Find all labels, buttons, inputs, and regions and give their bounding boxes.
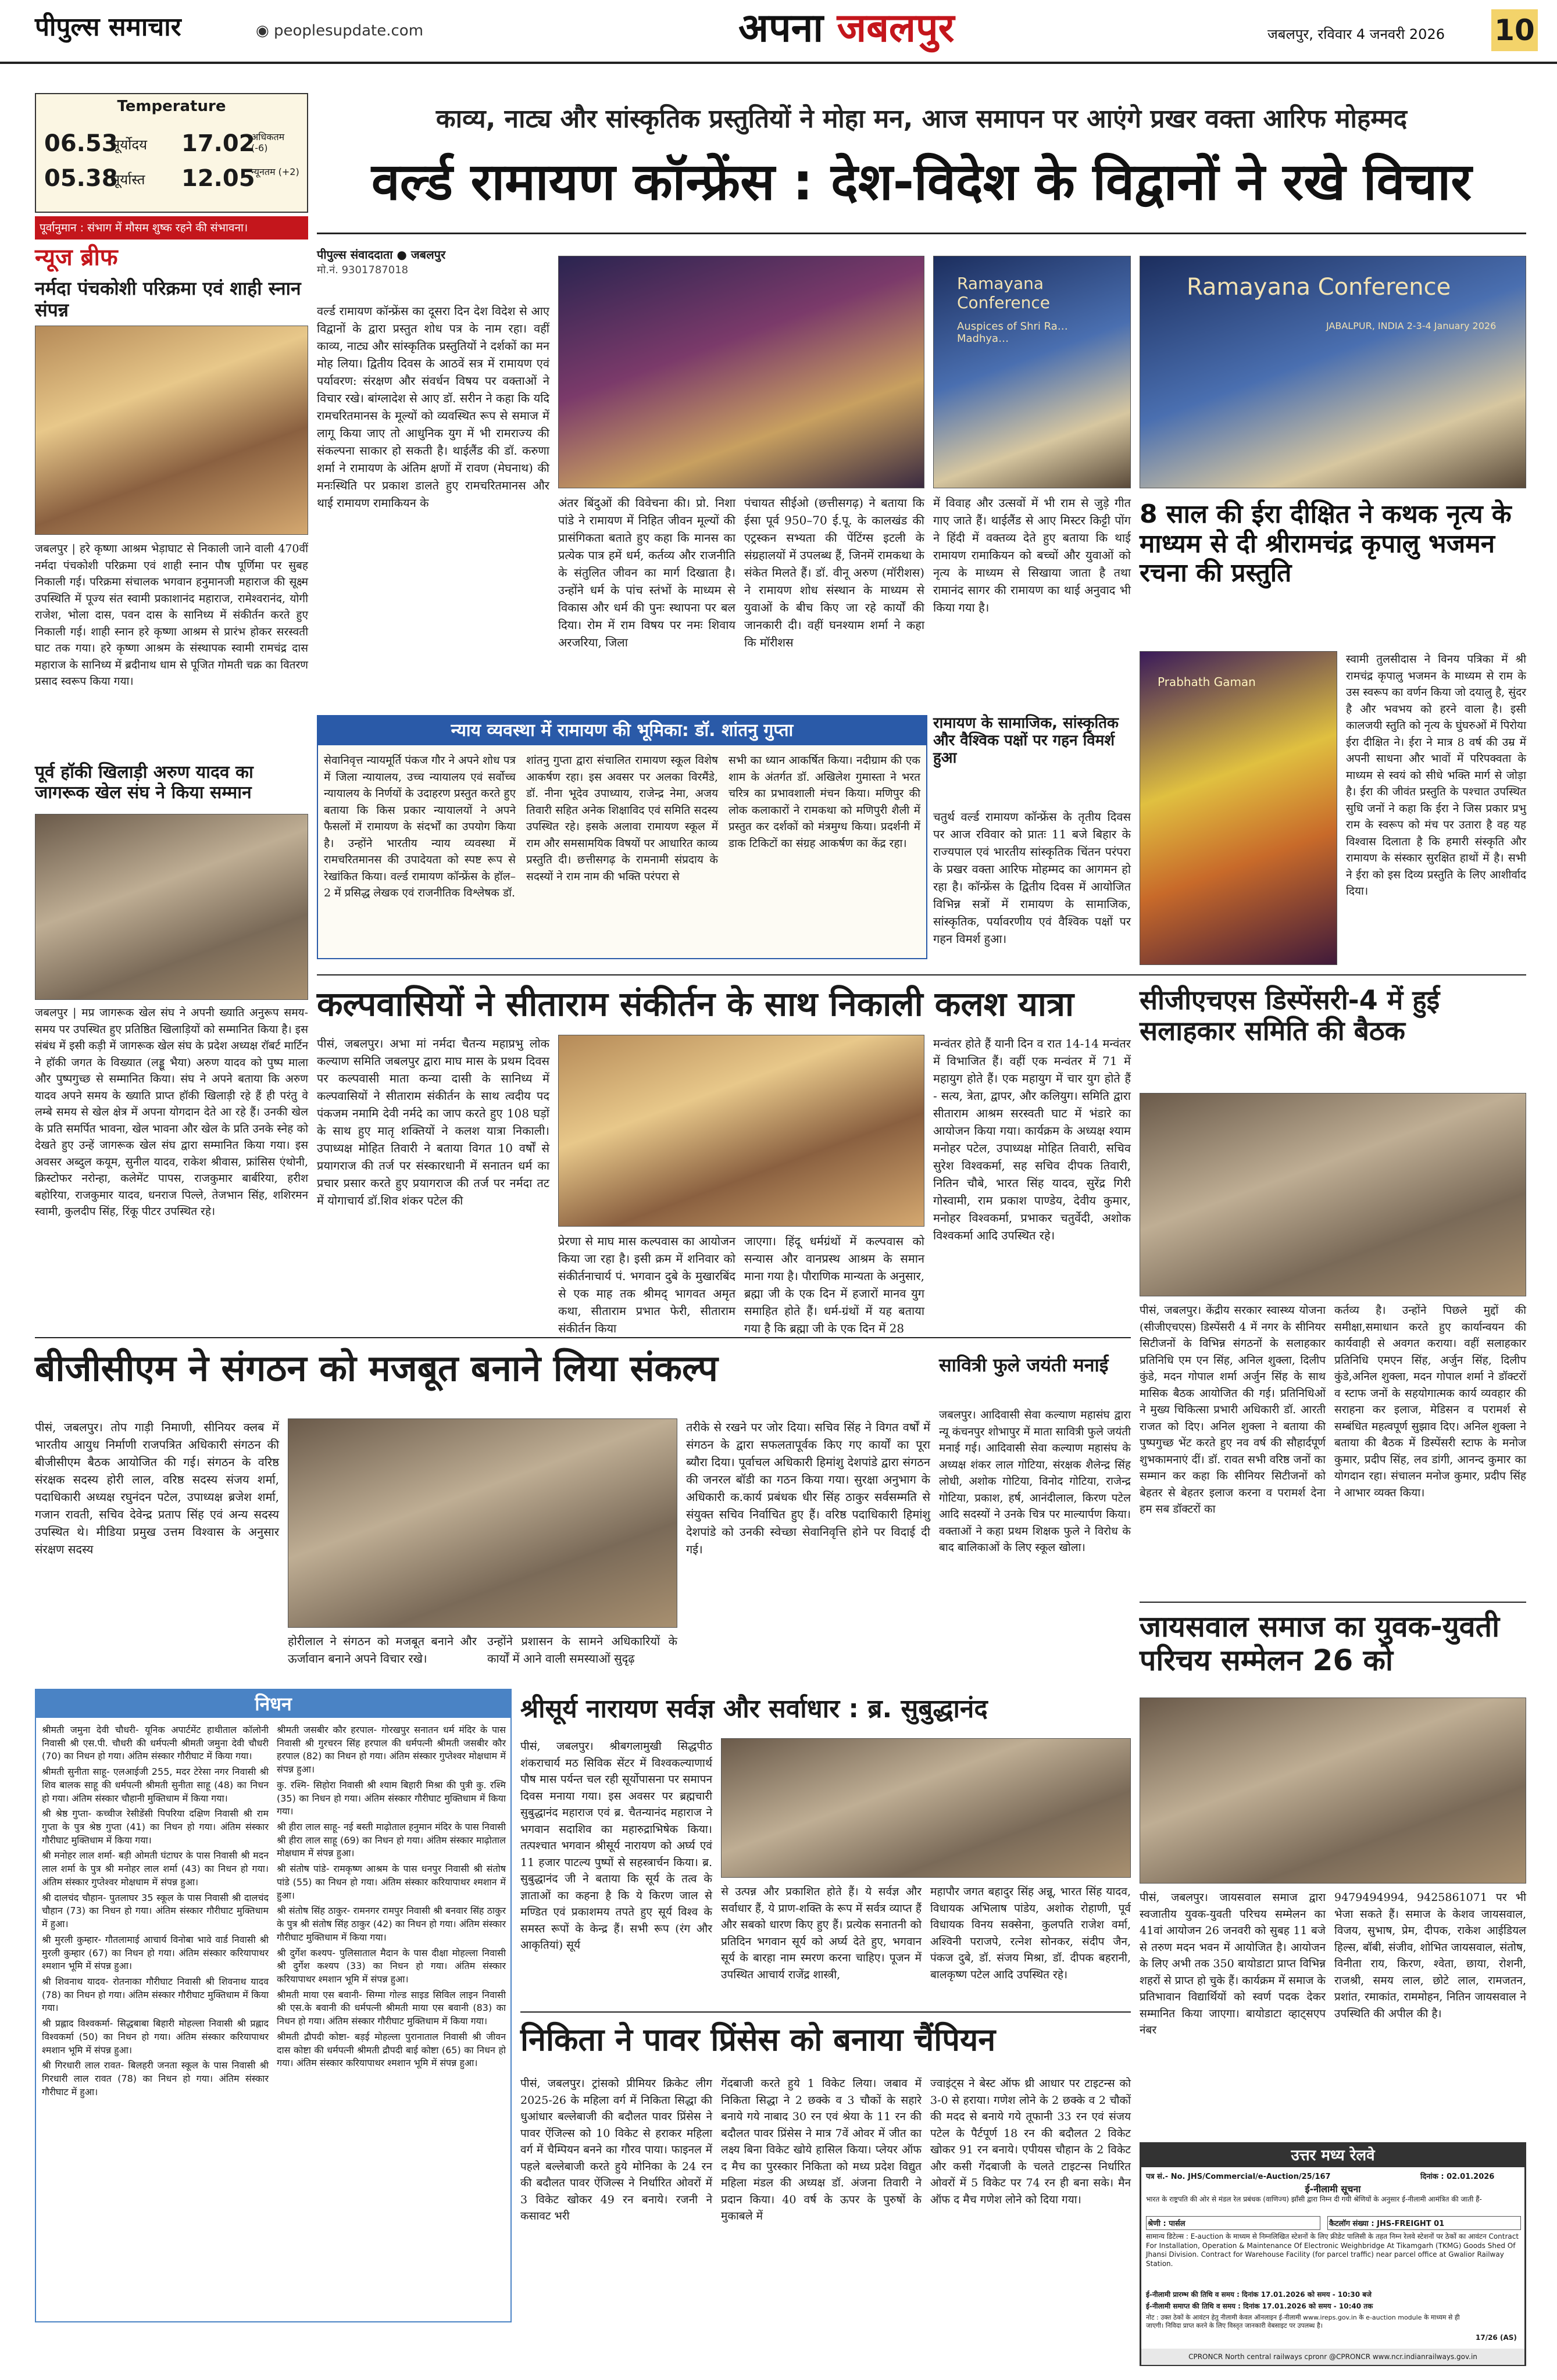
bgcm-col1: पीसं, जबलपुर। तोप गाड़ी निमाणी, सीनियर क्लब में भारतीय आयुध निर्माणी राजपत्रित अधिकारी संगठन की बीजीसीएम बैठक आयोजित की गई। संगठन के वरिष्ठ संरक्षक सदस्य होरी लाल, वरिष्ठ सदस्य संजय शर्मा, पदाधिकारी अध्यक्ष रघुनंदन पटेल, उपाध्यक्ष ब्रजेश शर्मा, गजान रावती, सचिव देवेन्द्र प्रताप सिंह एवं अन्य सदस्य उपस्थित थे। मीडिया प्रमुख उत्तम विश्वास के अनुसार संरक्षण सदस्य — [35, 1420, 279, 1556]
savitri-text: जबलपुर। आदिवासी सेवा कल्याण महासंघ द्वारा न्यू कंचनपुर शोभापुर में माता सावित्री फुले जयंती मनाई गई। आदिवासी सेवा कल्याण महासंघ के अध्यक्ष शंकर लाल गोटिया, संरक्षक शैलेन्द्र सिंह लोधी, अशोक गोटिया, विनोद गोटिया, राजेन्द्र गोटिया, प्रकाश, हर्ष, आनंदीलाल, किरण पटेल आदि सदस्यों ने उनके चित्र पर माल्यार्पण किया। वक्ताओं ने कहा प्रथम शिक्षक फुले ने विरोध के बाद बालिकाओं के लिए स्कूल खोला। — [939, 1409, 1131, 1554]
lead-col2: अंतर बिंदुओं की विवेचना की। प्रो. निशा पांडे ने रामायण में निहित जीवन मूल्यों की प्रासंगिकता बताते हुए कहा कि मानस का प्रत्येक पात्र हमें धर्म, कर्तव्य और राजनीति के संतुलित जीवन का मार्ग दिखाता है। उन्होंने धर्म के पांच स्तंभों के माध्यम से विकास और धर्म की पुनः स्थापना पर बल दिया। रोम में राम विषय पर नमः शिवाय अरजरिया, जिला — [558, 496, 735, 649]
nidhan-col2 — [277, 1724, 506, 2317]
lead-byline: पीपुल्स संवाददाता ● जबलपुर — [317, 248, 446, 262]
ira-headline: 8 साल की ईरा दीक्षित ने कथक नृत्य के माध्यम से दी श्रीरामचंद्र कृपालु भजमन रचना की प्रस्तुति — [1140, 499, 1512, 588]
bgcm-col4: तरीके से रखने पर जोर दिया। सचिव सिंह ने विगत वर्षों में संगठन के द्वारा सफलतापूर्वक किए गए कार्यों का पूरा ब्यौरा दिया। पूर्वाचल अधिकारी हिमांशु देशपांडे द्वारा संगठन की जनरल बॉडी का गठन किया गया। सुरक्षा अनुभाग के अधिकारी क.कार्य प्रबंधक धीर सिंह ठाकुर सर्वसम्मति से संयुक्त सचिव निर्वाचित हुए हैं। वरिष्ठ पदाधिकारी हिमांशु देशपांडे को उनकी स्वेच्छा सेवानिवृत्ति होने पर विदाई दी गई। — [686, 1420, 930, 1556]
justice-headline: न्याय व्यवस्था में रामायण की भूमिका: डॉ. शांतनु गुप्ता — [318, 716, 926, 745]
section-rule-3 — [1140, 1602, 1526, 1603]
sunset-label: सूर्यास्त — [110, 171, 145, 188]
conference-stage-photo-1 — [558, 256, 924, 488]
jaiswal-col2: 9479494994, 9425861071 पर भी भेजा सकते हैं। समाज के केशव जायसवाल, विजय, सुभाष, प्रेम, दीपक, राकेश आईडियल हिल्स, बॉबी, संजीव, शोभित जायसवाल, संतोष, विनीता राय, किरण, श्वेता, छाया, रोशनी, राजश्री, समय लाल, छोटे लाल, रामजतन, प्रशांत, रमाकांत, राममोहन, नितिन जायसवाल ने उपस्थिति की अपील की है। — [1334, 1891, 1526, 2020]
railway-ref: पत्र सं.- No. JHS/Commercial/e-Auction/25/167 — [1146, 2172, 1331, 2181]
cghs-col2: कर्तव्य है। उन्होंने पिछले मुद्दों की समीक्षा,समाधान करते हुए कार्यान्वयन की कार्यवाही से अवगत कराया। वहीं सलाहकार प्रतिनिधि एमएन सिंह, अर्जुन सिंह, दिलीप कुंडे,अनिल शुक्ला, मदन गोपाल शर्मा ने डॉक्टरों व स्टाफ जनों के सहयोगात्मक कार्य व्यवहार की सराहना कर इलाज, मेडिसन व परामर्श से सम्बंधित महत्वपूर्ण सुझाव दिए। अनिल शुक्ला ने बताया की बैठक में डिस्पेंसरी स्टाफ के मनोज कुमार, प्रदीप सिंह, लव डांगी, आनन्द कुमार का योगदान रहा। संचालन मनोज कुमार, प्रदीप सिंह ने आभार व्यक्त किया। — [1334, 1304, 1526, 1499]
kalash-col3: जाएगा। हिंदू धर्मग्रंथों में कल्पवास को सन्यास और वानप्रस्थ आश्रम के समान माना गया है। पौराणिक मान्यता के अनुसार, ब्रह्मा जी के एक दिन में हजारों मानव युग समाहित होते हैं। धर्म-ग्रंथों में यह बताया गया है कि ब्रह्मा जी के एक दिन में 28 — [744, 1234, 924, 1335]
nidhan-col1 — [42, 1724, 269, 2317]
railway-subtitle: ई-नीलामी सूचना — [1305, 2184, 1361, 2195]
nikita-headline: निकिता ने पावर प्रिंसेस को बनाया चैंपियन — [520, 2021, 996, 2058]
subuddha-headline: श्रीसूर्य नारायण सर्वज्ञ और सर्वाधार : ब्र. सुबुद्धानंद — [520, 1694, 988, 1724]
obituary-item: श्रीमती जसबीर कौर हरपाल- गोरखपुर सनातन धर्म मंदिर के पास निवासी श्री गुरचरन सिंह हरपाल की धर्मपत्नी श्रीमती जसबीर कौर हरपाल (82) का निधन हो गया। अंतिम संस्कार गुप्तेश्वर मोक्षधाम में संपन्न हुआ। — [277, 1724, 506, 1775]
lead-headline: वर्ल्ड रामायण कॉन्फ्रेंस : देश-विदेश के विद्वानों ने रखे विचार — [371, 152, 1472, 212]
weather-label: Temperature — [117, 98, 226, 115]
obituary-item: कु. रश्मि- सिहोरा निवासी श्री श्याम बिहारी मिश्रा की पुत्री कु. रश्मि (35) का निधन हो गया। अंतिम संस्कार गौरीघाट मुक्तिधाम में किया गया। — [277, 1779, 506, 1817]
kalash-col2: प्रेरणा से माघ मास कल्पवास का आयोजन किया जा रहा है। इसी क्रम में शनिवार को संकीर्तनाचार्य पं. भगवान दुबे के मुखारबिंद से एक माह तक श्रीमद् भागवत अमृत कथा, सीताराम प्रभात फेरी, सीताराम संकीर्तन किया — [558, 1234, 735, 1335]
kalash-col1: पीसं, जबलपुर। अभा मां नर्मदा चैतन्य महाप्रभु लोक कल्याण समिति जबलपुर द्वारा माघ मास के प्रथम दिवस पर कल्पवासी माता कन्या दासी के सानिध्य में कल्पवासियों ने सीताराम संकीर्तन के साथ त्वदीय पद पंकजम नमामि देवी नर्मदे का जाप करते हुए 108 घड़ों के साथ हुए मातृ शक्तियों ने कलश यात्रा निकाली। उपाध्यक्ष मोहित तिवारी ने बताया विगत 10 वर्षों से प्रयागराज की तर्ज पर संस्कारधानी में सनातन धर्म का प्रचार प्रसार करते हुए प्रयागराज की तर्ज पर नर्मदा तट में योगाचार्य डॉ.शिव शंकर पटेल की — [317, 1037, 549, 1207]
sunset-time: 05.38 — [44, 165, 118, 192]
lead-col4: में विवाह और उत्सवों में भी राम से जुड़े गीत गाए जाते हैं। थाईलैंड से आए मिस्टर किट्टी पोंग ने हिंदी में वक्तव्य देते हुए बताया कि थाई रामायण रामाकियन को बच्चों और युवाओं को नृत्य के माध्यम से सिखाया जाता है तथा रामानंद सागर की रामायण का थाई अनुवाद भी किया गया है। — [933, 496, 1131, 614]
railway-footer[interactable]: CPRONCR North central railways cpronr @CPRONCR www.ncr.indianrailways.gov.in — [1141, 2349, 1524, 2365]
obituary-item: श्री दुर्गेश कश्यप- पुलिसाताल मैदान के पास दीक्षा मोहल्ला निवासी श्री दुर्गेश कश्यप (33) का निधन हो गया। अंतिम संस्कार करियापाथर श्मशान भूमि में संपन्न हुआ। — [277, 1947, 506, 1985]
savitri-headline: सावित्री फुले जयंती मनाई — [939, 1354, 1109, 1376]
nikita-col2: गेंदबाजी करते हुये 1 विकेट लिया। जबाव में निकिता सिद्धा ने 2 छक्के व 3 चौकों के सहारे बनाये गये नाबाद 30 रन एवं श्रेया के 11 रन की बदौलत पावर प्रिंसेस ने मात्र 7वें ओवर में जीत का लक्ष्य बिना विकेट खोये हासिल किया। प्लेयर ऑफ द मैच का पुरस्कार निकिता को मध्य प्रदेश विद्युत महिला मंडल की अध्यक्ष डॉ. अंजना तिवारी ने प्रदान किया। 40 वर्ष के ऊपर के पुरुषों के मुकाबले में — [721, 2077, 922, 2222]
max-temp: 17.02 — [181, 130, 255, 157]
story2-text: जबलपुर | मप्र जागरूक खेल संघ ने अपनी ख्याति अनुरूप समय-समय पर उपस्थित हुए प्रतिष्ठित खिलाड़ियों को सम्मानित किया है। इस संबंध में इसी कड़ी में जागरूक खेल संघ के प्रदेश अध्यक्ष रॉबर्ट मार्टिन ने हॉकी जगत के विख्यात (लड्डू भैया) अरुण यादव को पुष्प माला और पुष्पगुच्छ से सम्मानित किया। संघ ने अपने बताया कि अरुण यादव अपने समय के ख्याति प्राप्त हॉकी खिलाड़ी रहे हैं ही परंतु वे लम्बे समय से खेल क्षेत्र में अपना योगदान देते आ रहे हैं। उनकी खेल के प्रति समर्पित भावना, खेल भावना और खेल के प्रति उनके स्नेह को देखते हुए उन्हें जागरूक खेल संघ द्वारा सम्मानित किया गया। इस अवसर अब्दुल कयूम, सुनील यादव, राकेश श्रीवास, फ्रांसिस एंथोनी, क्रिस्टोफर नरोन्हा, कलेमेंट पापस, राजकुमार बार्बरिया, हरीश बहोरिया, राजकुमार यादव, धनराज पिल्ले, तेजभान सिंह, शशिरमन स्वामी, कुलदीप सिंह, रिंकू पीटर उपस्थित रहे। — [35, 1006, 308, 1218]
obituary-item: श्री प्रह्लाद विश्वकर्मा- सिद्धबाबा बिहारी मोहल्ला निवासी श्री प्रह्लाद विश्वकर्मा (50) का निधन हो गया। अंतिम संस्कार करियापाथर श्मशान भूमि में संपन्न हुआ। — [42, 2018, 269, 2056]
ira-photo-banner: Prabhath Gaman — [1158, 675, 1256, 689]
discussion-text: चतुर्थ वर्ल्ड रामायण कॉन्फ्रेंस के तृतीय दिवस पर आज रविवार को प्रातः 11 बजे बिहार के राज्यपाल एवं भारतीय सांस्कृतिक चिंतन परंपरा के प्रखर वक्ता आरिफ मोहम्मद का आगमन हो रहा है। कॉन्फ्रेंस के द्वितीय दिवस में आयोजित विभिन्न सत्रों में रामायण के सामाजिक, सांस्कृतिक, पर्यावरणीय एवं वैश्विक पक्षों पर गहन विमर्श हुआ। — [933, 810, 1131, 946]
obituary-item: श्रीमती माया एस बवानी- सिग्मा गोल्ड साइड सिविल लाइन निवासी श्री एस.के बवानी की धर्मपत्नी श्रीमती माया एस बवानी (83) का निधन हो गया। अंतिम संस्कार गौरीघाट मुक्तिधाम में किया गया। — [277, 1989, 506, 2027]
jaiswal-headline: जायसवाल समाज का युवक-युवती परिचय सम्मेलन 26 को — [1140, 1610, 1500, 1677]
railway-start: ई-नीलामी प्रारम्भ की तिथि व समय : दिनांक 17.01.2026 को समय - 10:30 बजे — [1146, 2290, 1372, 2299]
lead-rule — [317, 233, 1526, 234]
kalash-headline: कल्पवासियों ने सीताराम संकीर्तन के साथ निकाली कलश यात्रा — [317, 984, 1074, 1024]
obituary-item: श्री गिरधारी लाल रावत- बिलहरी जनता स्कूल के पास निवासी श्री गिरधारी लाल रावत (78) का निधन हो गया। अंतिम संस्कार गौरीघाट में हुआ। — [42, 2060, 269, 2097]
cghs-meeting-photo — [1140, 1093, 1526, 1296]
cghs-col1: पीसं, जबलपुर। केंद्रीय सरकार स्वास्थ्य योजना (सीजीएचएस) डिस्पेंसरी 4 में नगर के सीनियर सिटीजनों के विभिन्न संगठनों के सलाहकार प्रतिनिधि एम एन सिंह, अनिल शुक्ला, दिलीप कुंडे, मदन गोपाल शर्मा अर्जुन सिंह के साथ मासिक बैठक आयोजित की गई। प्रतिनिधिओं ने मुख्य चिकित्सा प्रभारी अधिकारी डॉ. आरती राजत को दिए। अनिल शुक्ला ने बताया की पुष्पगुच्छ भेंट करते हुए नव वर्ष की सौहार्दपूर्ण शुभकामनाएं दीं। डॉ. रावत सभी वरिष्ठ जनों का सम्मान कर कहा कि सीनियर सिटीजनों को बेहतर से बेहतर इलाज करना व परामर्श देना हम सब डॉक्टरों का — [1140, 1304, 1326, 1516]
weather-box — [35, 93, 308, 213]
jaiswal-col1: पीसं, जबलपुर। जायसवाल समाज द्वारा स्वजातीय युवक-युवती परिचय सम्मेलन का 41वां आयोजन 26 जनवरी को सुबह 11 बजे से तरुण मदन भवन में आयोजित है। आयोजन के लिए अभी तक 350 बायोडाटा प्राप्त विभिन्न शहरों से प्राप्त हो चुके हैं। कार्यक्रम में समाज के प्रतिभावान विद्यार्थियों को स्वर्ण पदक देकर सम्मानित किया जाएगा। बायोडाटा व्हाट्सएप नंबर — [1140, 1891, 1326, 2036]
subuddha-col3: महापौर जगत बहादुर सिंह अन्नू, भारत सिंह यादव, विधायक अभिलाष पांडेय, अशोक रोहाणी, पूर्व विधायक विनय सक्सेना, कुलपति राजेश वर्मा, अश्विनी पराजपे, रत्नेश सोनकर, संदीप जैन, पंकज दुबे, डॉ. संजय मिश्रा, डॉ. दीपक बहरानी, बालकृष्ण पटेल आदि उपस्थित रहे। — [930, 1885, 1131, 1981]
obituary-item: श्री मनोहर लाल शर्मा- बड़ी ओमती घंटाघर के पास निवासी श्री मदन लाल शर्मा के पुत्र श्री मनोहर लाल शर्मा (43) का निधन हो गया। अंतिम संस्कार गुप्तेश्वर मोक्षधाम में संपन्न हुआ। — [42, 1850, 269, 1888]
top-banner: काव्य, नाट्य और सांस्कृतिक प्रस्तुतियों ने मोहा मन, आज समापन पर आएंगे प्रखर वक्ता आरिफ मोहम्मद — [435, 104, 1408, 134]
obituary-item: श्री हीरा लाल साहू- नई बस्ती माढ़ोताल हनुमान मंदिर के पास निवासी श्री हीरा लाल साहू (69) का निधन हो गया। अंतिम संस्कार माढ़ोताल मोक्षधाम में संपन्न हुआ। — [277, 1821, 506, 1859]
story1-text: जबलपुर | हरे कृष्णा आश्रम भेड़ाघाट से निकाली जाने वाली 470वीं नर्मदा पंचकोशी परिक्रमा एवं शाही स्नान पौष पूर्णिमा पर सुबह निकाली गई। परिक्रमा संचालक भगवान हनुमानजी महाराज की सूक्ष्म उपस्थिति में पूज्य संत स्वामी प्रकाशानंद महाराज, रामेश्वरानंद, योगी राजेश, भोला दास, पवन दास के सानिध्य में संकीर्तन करते हुए निकाली गई। शाही स्नान हरे कृष्णा आश्रम से प्रारंभ होकर सरस्वती घाट तक गया। हरे कृष्णा आश्रम के संस्थापक स्वामी रामचंद्र दास महाराज के सानिध्य में ब्रदीनाथ धाम से पूजित गोमती चक्र का वितरण प्रसाद स्वरूप किया गया। — [35, 542, 308, 688]
subuddha-col2: से उत्पन्न और प्रकाशित होते हैं। ये सर्वज्ञ और सर्वाधार हैं, ये प्राण-शक्ति के रूप में सर्वत्र व्याप्त हैं और सबको धारण किए हुए हैं। प्रत्येक सनातनी को प्रतिदिन भगवान सूर्य को अर्घ्य देते हुए, भगवान सूर्य के बारहा नाम स्मरण करना चाहिए। पूजन में उपस्थित आचार्य राजेंद्र शास्त्री, — [721, 1885, 922, 1981]
hockey-felicitation-photo — [35, 814, 308, 1000]
railway-date: दिनांक : 02.01.2026 — [1420, 2172, 1495, 2181]
nikita-col1: पीसं, जबलपुर। ट्रांसको प्रीमियर क्रिकेट लीग 2025-26 के महिला वर्ग में निकिता सिद्धा की धुआंधार बल्लेबाजी की बदौलत पावर प्रिंसेस ने पावर ऐंजिल्स को 10 विकेट से हराकर महिला वर्ग में चैम्पियन बनने का गौरव पाया। फाइनल में पहले बल्लेबाजी करते हुये मोनिका के 24 रन की बदौलत पावर ऐंजिल्स ने निर्धारित ओवरों में 3 विकेट खोकर 49 रन बनाये। रजनी ने कसावट भरी — [520, 2077, 712, 2222]
globe-icon: ◉ — [256, 22, 274, 40]
railway-body: सामान्य डिटेल्स : E-auction के माध्यम से निम्नलिखित स्टेशनों के लिए फ्रीडेट पालिसी के तहत निम्न रेलवे स्टेशनों पर ठेकों का आवंटन Contract For Installation, Operation & Maintenance Of Electronic Weighbridge At Tikamgarh (TKMG) Goods Shed Of Jhansi Division. Contract for Warehouse Facility (for parcel traffic) near parcel office at Gwalior Railway Station. — [1146, 2232, 1519, 2268]
parikrama-photo — [35, 326, 308, 535]
paper-name: पीपुल्स समाचार — [35, 12, 181, 42]
railway-notice — [1140, 2142, 1526, 2366]
railway-intro: भारत के राष्ट्रपति की ओर से मंडल रेल प्रबंधक (वाणिज्य) झाँसी द्वारा निम्न दी गयी श्रेणियों के अनुसार ई-नीलामी आमंत्रित की जाती हैं- — [1146, 2195, 1482, 2203]
obituary-item: श्री शिवनाथ यादव- रोतनाका गौरीघाट निवासी श्री शिवनाथ यादव (78) का निधन हो गया। अंतिम संस्कार गौरीघाट मुक्तिधाम में किया गया। — [42, 1975, 269, 2014]
stage-banner-sub-2: JABALPUR, INDIA 2-3-4 January 2026 — [1326, 320, 1497, 331]
section-rule-2 — [35, 1337, 1131, 1338]
max-temp-label: अधिकतम (-6) — [251, 131, 285, 154]
obituary-item: श्रीमती जमुना देवी चौधरी- यूनिक अपार्टमेंट हाथीताल कॉलोनी निवासी श्री एस.पी. चौधरी की धर्मपत्नी श्रीमती जमुना देवी चौधरी (70) का निधन हो गया। अंतिम संस्कार गौरीघाट में किया गया। — [42, 1724, 269, 1762]
justice-box — [317, 715, 927, 959]
railway-title: उत्तर मध्य रेलवे — [1141, 2144, 1524, 2167]
conference-stage-photo-2 — [1140, 256, 1526, 488]
bgcm-headline: बीजीसीएम ने संगठन को मजबूत बनाने लिया संकल्प — [35, 1347, 718, 1389]
obituary-item: श्री श्रेष्ठ गुप्ता- कच्चीज रेसीडेंसी पिपरिया दक्षिण निवासी श्री राम गुप्ता के पुत्र श्रेष्ठ गुप्ता (41) का निधन हो गया। अंतिम संस्कार गौरीघाट मुक्तिधाम में किया गया। — [42, 1808, 269, 1846]
justice-col3: सभी का ध्यान आकर्षित किया। नदीग्राम की एक शाम के अंतर्गत डॉ. अखिलेश गुमास्ता ने भरत चरित्र का प्रभावशाली मंचन किया। मणिपुर की लोक कलाकारों ने रामकथा को मणिपुरी शैली में प्रस्तुत कर दर्शकों को मंत्रमुग्ध किया। प्रदर्शनी में डाक टिकिटों का संग्रह आकर्षण का केंद्र रहा। — [728, 754, 920, 850]
weather-forecast: पूर्वानुमान : संभाग में मौसम शुष्क रहने की संभावना। — [35, 216, 308, 240]
railway-end: ई-नीलामी समाप्त की तिथि व समय : दिनांक 17.01.2026 को समय - 10:40 तक — [1146, 2302, 1373, 2310]
date-line: जबलपुर, रविवार 4 जनवरी 2026 — [1267, 26, 1445, 42]
nikita-col3: ज्वाइंट्स ने बेस्ट ऑफ थ्री आधार पर टाइटन्स को 3-0 से हराया। गणेश लोने के 2 छक्के व 2 चौकों की मदद से बनाये गये तूफानी 33 रन एवं संजय पटेल के पैर्टपूर्ण 18 रन की बदौलत 2 विकेट खोकर 91 रन बनाये। एपीयस चौहान के 2 विकेट और कसी गेंदबाजी के चलते टाइटन्स निर्धारित ओवरों में 5 विकेट पर 74 रन ही बना सके। मैन ऑफ द मैच गणेश लोने को दिया गया। — [930, 2077, 1131, 2206]
stage-banner-text-1: Ramayana Conference — [957, 274, 1051, 312]
story1-headline: नर्मदा पंचकोशी परिक्रमा एवं शाही स्नान संपन्न — [35, 277, 301, 321]
cghs-headline: सीजीएचएस डिस्पेंसरी-4 में हुई सलाहकार समिति की बैठक — [1140, 984, 1440, 1046]
stage-banner-text-2: Ramayana Conference — [1187, 274, 1451, 301]
discussion-subhead: रामायण के सामाजिक, सांस्कृतिक और वैश्विक पक्षों पर गहन विमर्श हुआ — [933, 714, 1119, 767]
lead-col1: वर्ल्ड रामायण कॉन्फ्रेंस का दूसरा दिन देश विदेश से आए विद्वानों के द्वारा प्रस्तुत शोध पत्र के नाम रहा। वहीं काव्य, नाट्य और सांस्कृतिक प्रस्तुतियों ने दर्शकों का मन मोह लिया। द्वितीय दिवस के आठवें सत्र में रामायण एवं पर्यावरण: संरक्षण और संवर्धन विषय पर वक्ताओं ने विचार रखे। बांग्लादेश से आए डॉ. सरीन ने कहा कि यदि रामचरितमानस के मूल्यों को व्यवस्थित रूप से समाज में लागू किया जाए तो आधुनिक युग में भी रामराज्य की संकल्पना साकार हो सकती है। थाईलैंड की डॉ. करुणा शर्मा ने रामायण के अंतिम क्षणों में रावण (मेघनाथ) की मनःस्थिति पर प्रकाश डालते हुए रामचरितमानस और थाई रामायण रामाकियन के — [317, 304, 549, 510]
website-link[interactable]: ◉ peoplesupdate.com — [256, 22, 424, 40]
railway-code: 17/26 (AS) — [1476, 2333, 1517, 2342]
min-temp: 12.05 — [181, 165, 255, 192]
obituary-item: श्रीमती द्रौपदी कोष्टा- बड़ई मोहल्ला पुरानाताल निवासी श्री जीवन दास कोष्टा की धर्मपत्नी श्रीमती द्रौपदी बाई कोष्टा (65) का निधन हो गया। अंतिम संस्कार करियापाथर श्मशान भूमि में संपन्न हुआ। — [277, 2031, 506, 2069]
stage-banner-sub-1: Auspices of Shri Ra… Madhya… — [957, 320, 1068, 345]
lead-col3: पंचायत सीईओ (छत्तीसगढ़) ने बताया कि ईसा पूर्व 950–70 ई.पू. के कालखंड की एट्रस्कन सभ्यता की पेंटिंग्स इटली के संग्रहालयों में उपलब्ध हैं, जिनमें रामकथा के संकेत मिलते हैं। डॉ. वीनू अरुण (मॉरीशस) ने रामायण शोध संस्थान के माध्यम से युवाओं के बीच किए जा रहे कार्यों की जानकारी दी। वहीं घनश्याम शर्मा ने कहा कि मॉरीशस — [744, 496, 924, 649]
kalash-yatra-photo — [558, 1035, 924, 1227]
section-rule-1 — [317, 974, 1526, 975]
section-rule-4 — [520, 2011, 1131, 2013]
justice-col2: शांतनु गुप्ता द्वारा संचालित रामायण स्कूल विशेष आकर्षण रहा। इस अवसर पर अलका विरमैंडे, डॉ. नीना भूदेव उपाध्याय, राजेन्द्र नेमा, अजय तिवारी सहित अनेक शिक्षाविद एवं समिति सदस्य उपस्थित रहे। इसके अलावा रामायण स्कूल में राम और समसामयिक विषयों पर आधारित काव्य प्रस्तुति दी। छत्तीसगढ़ के रामनामी संप्रदाय के सदस्यों ने राम नाम की भक्ति परंपरा से — [526, 754, 718, 883]
page-number: 10 — [1491, 9, 1538, 51]
justice-col1: सेवानिवृत्त न्यायमूर्ति पंकज गौर ने अपने शोध पत्र में जिला न्यायालय, उच्च न्यायालय एवं सर्वोच्च न्यायालय के निर्णयों के उदाहरण प्रस्तुत करते हुए बताया कि किस प्रकार न्यायालयों ने अपने फैसलों में रामायण के संदर्भों का उपयोग किया है। उन्होंने भारतीय न्याय व्यवस्था में रामचरितमानस की उपादेयता को स्पष्ट रूप से रेखांकित किया। वर्ल्ड रामायण कॉन्फ्रेंस के हॉल–2 में प्रसिद्ध लेखक एवं राजनीतिक विश्लेषक डॉ. — [324, 754, 516, 899]
jaiswal-samaj-photo — [1140, 1698, 1526, 1884]
sunrise-time: 06.53 — [44, 130, 118, 157]
obituary-item: श्री संतोष सिंह ठाकुर- रामनगर रामपुर निवासी श्री बनवार सिंह ठाकुर के पुत्र श्री संतोष सिंह ठाकुर (42) का निधन हो गया। अंतिम संस्कार गौरीघाट मुक्तिधाम में किया गया। — [277, 1905, 506, 1943]
railway-catalogue: कैटलॉग संख्या : JHS-FREIGHT 01 — [1327, 2216, 1521, 2230]
nidhan-label: निधन — [36, 1690, 510, 1718]
kalash-col4: मन्वंतर होते हैं यानी दिन व रात 14-14 मन्वंतर में विभाजित हैं। वहीं एक मन्वंतर में 71 में महायुग होते हैं। एक महायुग में चार युग होते हैं - सत्य, त्रेता, द्वापर, और कलियुग। समिति द्वारा सीताराम आश्रम सरस्वती घाट में भंडारे का आयोजन किया गया। कार्यक्रम के अध्यक्ष श्याम मनोहर पटेल, उपाध्यक्ष मोहित तिवारी, सचिव सुरेश विश्वकर्मा, सह सचिव दीपक तिवारी, नितिन चौबे, भारत सिंह यादव, सुरेंद्र गिरी गोस्वामी, राम प्रकाश पाण्डेय, देवीय कुमार, मनोहर विश्वकर्मा, प्रभाकर चतुर्वेदी, अशोक विश्वकर्मा आदि उपस्थित रहे। — [933, 1037, 1131, 1242]
news-brief-label: न्यूज ब्रीफ — [35, 244, 118, 271]
min-temp-label: न्यूनतम (+2) — [251, 166, 299, 177]
sunrise-label: सूर्योदय — [110, 137, 148, 153]
bgcm-meeting-photo — [288, 1418, 677, 1628]
nidhan-box — [35, 1689, 512, 2322]
lead-mobile: मो.नं. 9301787018 — [317, 264, 409, 276]
story2-headline: पूर्व हॉकी खिलाड़ी अरुण यादव का जागरूक खेल संघ ने किया सम्मान — [35, 762, 253, 803]
surya-puja-photo — [721, 1738, 1131, 1878]
obituary-item: श्रीमती सुनीता साहू- एलआईजी 255, मदर टेरेसा नगर निवासी श्री शिव बालक साहू की धर्मपत्नी श्रीमती सुनीता साहू (48) का निधन हो गया। अंतिम संस्कार चौहानी मुक्तिधाम में किया गया। — [42, 1766, 269, 1804]
railway-category: श्रेणी : पार्सल — [1146, 2216, 1320, 2230]
railway-note: नोट : उक्त ठेकों के आवंटन हेतु नीलामी केवल ऑनलाइन ई-नीलामी www.ireps.gov.in के e-auction module के माध्यम से ही जाएगी। निविदा प्राप्त करने के लिए विस्तृत जानकारी वेबसाइट पर उपलब्ध है। — [1146, 2314, 1460, 2330]
masthead — [0, 0, 1557, 64]
conference-speaker-photo — [933, 256, 1131, 488]
subuddha-col1: पीसं, जबलपुर। श्रीबगलामुखी सिद्धपीठ शंकराचार्य मठ सिविक सेंटर में विश्वकल्याणार्थ पौष मास पर्यन्त चल रही सूर्योपासना पर समापन दिवस मनाया गया। इस अवसर पर ब्रह्मचारी सुबुद्धानंद महाराज एवं ब्र. चैतन्यानंद महाराज ने भगवान सदाशिव का महारुद्राभिषेक किया। तत्पश्चात भगवान श्रीसूर्य नारायण को अर्घ्य एवं 11 हजार पाटल्य पुष्पों से सहस्त्रार्चन किया। ब्र. सुबुद्धानंद जी ने बताया कि सूर्य के तत्व के ज्ञाताओं का कहना है कि ये किरण जाल से मण्डित एवं प्रकाशमय तपते हुए सूर्य विश्व के समस्त रूपों के केन्द्र हैं। सभी रूप (रंग और आकृतियां) सूर्य — [520, 1740, 712, 1952]
ira-dance-photo — [1140, 651, 1337, 965]
section-title: अपना जबलपुर — [738, 5, 955, 51]
obituary-item: श्री संतोष पांडे- रामकृष्ण आश्रम के पास धनपुर निवासी श्री संतोष पांडे (55) का निधन हो गया। अंतिम संस्कार करियापाथर श्मशान में हुआ। — [277, 1863, 506, 1901]
bgcm-col3: उन्होंने प्रशासन के सामने अधिकारियों के कार्यों में आने वाली समस्याओं सुदृढ़ — [487, 1634, 677, 1666]
obituary-item: श्री मुरली कुम्हार- गौतलामाई आचार्य विनोबा भावे वार्ड निवासी श्री मुरली कुम्हार (67) का निधन हो गया। अंतिम संस्कार करियापाथर श्मशान भूमि में संपन्न हुआ। — [42, 1934, 269, 1972]
ira-text: स्वामी तुलसीदास ने विनय पत्रिका में श्री रामचंद्र कृपालु भजमन के माध्यम से राम के उस स्वरूप का वर्णन किया जो दयालु है, सुंदर है और भवभय को हरने वाला है। इसी कालजयी स्तुति को नृत्य के घुंघरुओं में पिरोया ईरा दीक्षित ने। ईरा ने मात्र 8 वर्ष की उम्र में अपनी साधना और भावों में परिपक्वता के माध्यम से स्वयं को सीधे भक्ति मार्ग से जोड़ा है। ईरा की जीवंत प्रस्तुति के पश्चात उपस्थित सुधि जनों ने कहा कि ईरा ने जिस प्रकार प्रभु राम के स्वरूप को मंच पर उतारा है वह यह विश्वास दिलाता है कि हमारी संस्कृति और रामायण के संस्कार सुरक्षित हाथों में है। सभी ने ईरा को इस दिव्य प्रस्तुति के लिए आशीर्वाद दिया। — [1346, 653, 1526, 898]
obituary-item: श्री दालचंद चौहान- पुतलाघर 35 स्कूल के पास निवासी श्री दालचंद चौहान (73) का निधन हो गया। अंतिम संस्कार गौरीघाट मुक्तिधाम में हुआ। — [42, 1892, 269, 1930]
bgcm-col2: होरीलाल ने संगठन को मजबूत बनाने और ऊर्जावान बनाने अपने विचार रखे। — [288, 1634, 477, 1666]
